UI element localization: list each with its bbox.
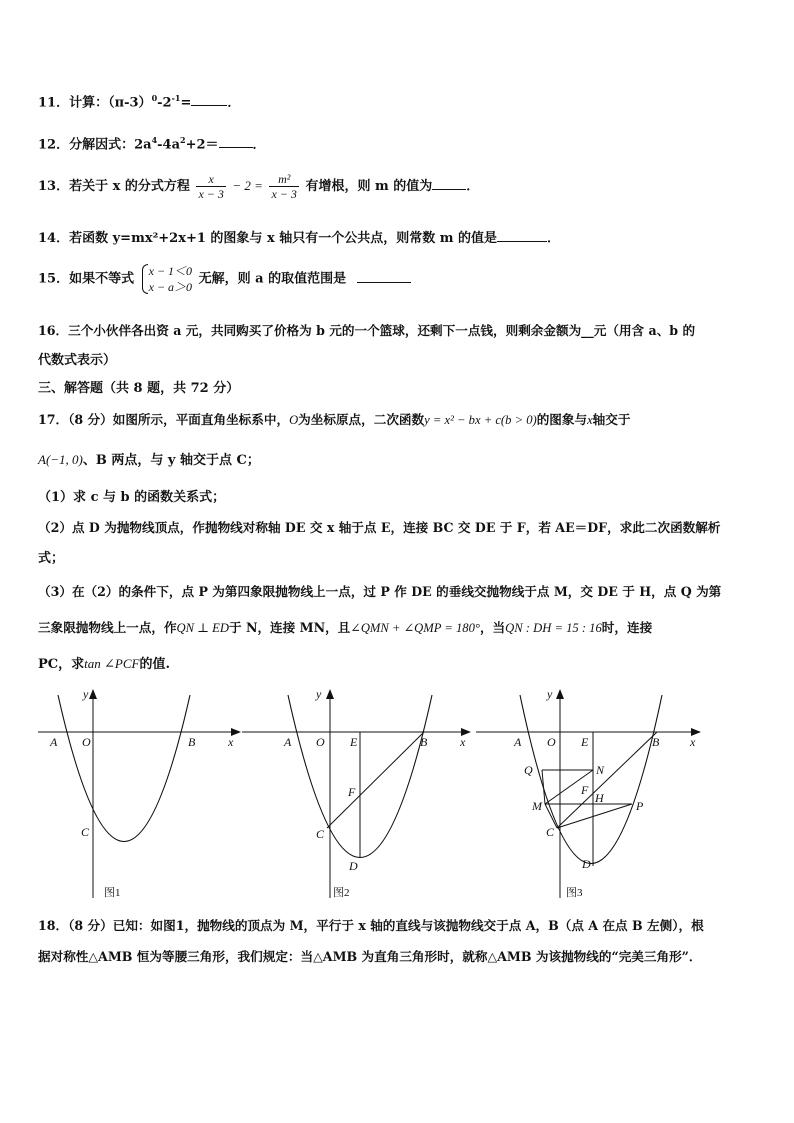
question-17-part3c: PC，求tan ∠PCF的值. — [38, 656, 170, 672]
label-P: P — [636, 799, 644, 813]
answer-blank[interactable] — [191, 93, 227, 106]
figure-1 — [38, 687, 240, 899]
label-C: C — [81, 825, 90, 839]
label-x: x — [228, 735, 234, 749]
question-15: 15．如果不等式 x − 1＜0 x − a＞0 无解，则 a 的取值范围是 — [38, 263, 411, 295]
label-E: E — [581, 735, 589, 749]
fraction-x-over-x-minus-3: $\frac{x}{x - 3}$ — [198, 172, 224, 201]
label-D: D — [349, 859, 358, 873]
label-O: O — [547, 735, 556, 749]
figure-caption: 图3 — [566, 887, 583, 899]
parabola — [520, 695, 662, 864]
segment-BC — [557, 732, 657, 828]
label-N: N — [596, 763, 605, 777]
label-x: x — [690, 735, 696, 749]
question-13: 13．若关于 x 的分式方程 $\frac{x}{x - 3}$ − 2 = $\frac{\text{m²}}{x - 3}$ 有增根，则 m 的值为 ． — [38, 172, 480, 201]
label-x: x — [460, 735, 466, 749]
question-17-part2b: 式； — [38, 551, 65, 566]
label-C: C — [546, 825, 555, 839]
question-16-line1: 16．三个小伙伴各出资 a 元，共同购买了价格为 b 元的一个篮球，还剩下一点钱，则剩余金额为__元（用含 a、b 的 — [38, 323, 696, 338]
label-A: A — [284, 735, 292, 749]
question-17-line2: A(−1, 0)、B 两点，与 y 轴交于点 C； — [38, 452, 260, 468]
question-17-line1: 17．（8 分）如图所示，平面直角坐标系中，O为坐标原点，二次函数y = x² − bx + c(b > 0)的图象与x轴交于 — [38, 412, 631, 427]
label-y: y — [547, 687, 553, 701]
answer-blank[interactable] — [357, 270, 411, 283]
question-17-part1: （1）求 c 与 b 的函数关系式； — [38, 490, 226, 505]
question-12: 12．分解因式：$2a^4-4a^2+2=$ ． — [38, 135, 266, 153]
section-title: 三、解答题（共 8 题，共 72 分） — [38, 381, 240, 396]
label-y: y — [316, 687, 322, 701]
label-A: A — [514, 735, 522, 749]
figure-2 — [242, 687, 470, 899]
question-14: 14．若函数 y=mx²+2x+1 的图象与 x 轴只有一个公共点，则常数 m 的值是 ． — [38, 231, 561, 246]
answer-blank[interactable] — [432, 177, 466, 190]
question-18-line2: 据对称性△AMB 恒为等腰三角形，我们规定：当△AMB 为直角三角形时，就称△AMB 为该抛物线的“完美三角形”． — [38, 949, 702, 964]
segment-QM — [542, 770, 545, 804]
question-16-line2: 代数式表示） — [38, 353, 117, 368]
figure-caption: 图1 — [104, 887, 121, 899]
label-M: M — [532, 799, 542, 813]
label-O: O — [82, 735, 91, 749]
question-17-part3a: （3）在（2）的条件下，点 P 为第四象限抛物线上一点，过 P 作 DE 的垂线交抛物线于点 M，交 DE 于 H，点 Q 为第 — [38, 584, 722, 599]
inequality-system: x − 1＜0 x − a＞0 — [141, 263, 192, 295]
label-F: F — [348, 785, 356, 799]
fraction-m2-over-x-minus-3: $\frac{\text{m²}}{x - 3}$ — [271, 172, 297, 201]
label-C: C — [316, 827, 325, 841]
label-O: O — [316, 735, 325, 749]
segment-PC — [557, 804, 632, 828]
question-18-line1: 18．（8 分）已知：如图1，抛物线的顶点为 M，平行于 x 轴的直线与该抛物线交于点 A，B（点 A 在点 B 左侧），根 — [38, 918, 704, 933]
figures-parabola — [0, 680, 794, 905]
parabola — [58, 695, 190, 842]
label-H: H — [595, 791, 604, 805]
label-B: B — [188, 735, 196, 749]
figure-3 — [476, 687, 700, 899]
answer-blank[interactable] — [497, 229, 547, 242]
label-F: F — [581, 783, 589, 797]
label-y: y — [83, 687, 89, 701]
question-17-part2a: （2）点 D 为抛物线顶点，作抛物线对称轴 DE 交 x 轴于点 E，连接 BC 交 DE 于 F，若 AE＝DF，求此二次函数解析 — [38, 520, 721, 535]
label-A: A — [50, 735, 58, 749]
figure-caption: 图2 — [333, 887, 350, 899]
question-11: 11．计算：$(\pi-3)^0-2^{-1}=$ ． — [38, 93, 241, 111]
question-17-part3b: 三象限抛物线上一点，作QN ⊥ ED于 N，连接 MN，且∠QMN + ∠QMP = 180°，当QN : DH = 15 : 16时，连接 — [38, 620, 653, 635]
label-B: B — [420, 735, 428, 749]
label-E: E — [350, 735, 358, 749]
label-B: B — [652, 735, 660, 749]
label-Q: Q — [524, 763, 533, 777]
label-D: D — [582, 857, 591, 871]
answer-blank[interactable] — [219, 135, 253, 148]
